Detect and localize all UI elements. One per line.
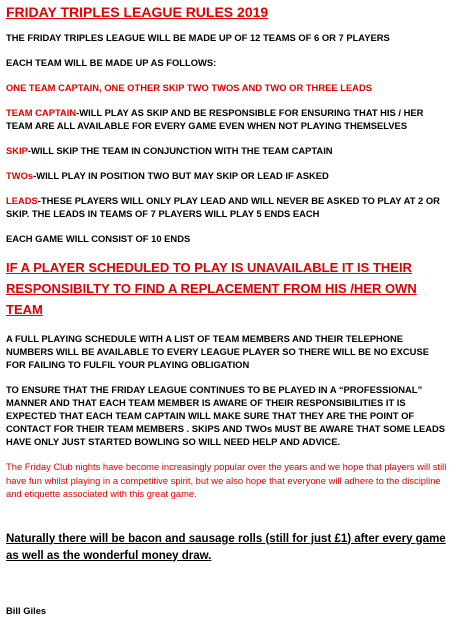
role-description: -WILL PLAY AS SKIP AND BE RESPONSIBLE FOR ENSURING THAT HIS / HER TEAM ARE ALL AVAILABLE FOR EVERY GAME EVEN WHEN NOT PLAYING THEMSELVES <box>6 107 424 131</box>
role-leads <box>6 194 451 220</box>
role-description: -WILL SKIP THE TEAM IN CONJUNCTION WITH THE TEAM CAPTAIN <box>27 145 333 156</box>
role-term: LEADS <box>6 195 38 206</box>
role-twos <box>6 169 451 182</box>
team-made-up-text: EACH TEAM WILL BE MADE UP AS FOLLOWS: <box>6 57 217 68</box>
team-composition-text: ONE TEAM CAPTAIN, ONE OTHER SKIP TWO TWOS AND TWO OR THREE LEADS <box>6 82 372 93</box>
role-team-captain <box>6 106 451 132</box>
role-term: TEAM CAPTAIN <box>6 107 77 118</box>
document-page <box>6 4 451 616</box>
game-length-text: EACH GAME WILL CONSIST OF 10 ENDS <box>6 233 191 244</box>
professional-text: TO ENSURE THAT THE FRIDAY LEAGUE CONTINUES TO BE PLAYED IN A “PROFESSIONAL” MANNER AND THAT EACH TEAM MEMBER IS AWARE OF THEIR RESPONSIBILITIES IT IS EXPECTED THAT EACH TEAM CAPTAIN WILL MAKE SURE THAT THEY ARE THE POINT OF CONTACT FOR THEIR TEAM MEMBERS . SKIPS AND TWOs MUST BE AWARE THAT SOME LEADS HAVE ONLY JUST STARTED BOWLING SO WILL NEED HELP AND ADVICE. <box>6 384 446 447</box>
role-term: TWOs <box>6 170 34 181</box>
role-description: -WILL PLAY IN POSITION TWO BUT MAY SKIP OR LEAD IF ASKED <box>33 170 329 181</box>
role-description: -THESE PLAYERS WILL ONLY PLAY LEAD AND WILL NEVER BE ASKED TO PLAY AT 2 OR SKIP. THE LEADS IN TEAMS OF 7 PLAYERS WILL PLAY 5 ENDS EACH <box>6 195 440 219</box>
role-term: SKIP <box>6 145 28 156</box>
signature: Bill Giles <box>6 604 47 616</box>
role-skip <box>6 144 451 157</box>
schedule-text: A FULL PLAYING SCHEDULE WITH A LIST OF TEAM MEMBERS AND THEIR TELEPHONE NUMBERS WILL BE AVAILABLE TO EVERY LEAGUE PLAYER SO THERE WILL BE NO EXCUSE FOR FAILING TO FULFIL YOUR PLAYING OBLIGATION <box>6 333 429 370</box>
replacement-warning: IF A PLAYER SCHEDULED TO PLAY IS UNAVAILABLE IT IS THEIR RESPONSIBILTY TO FIND A REPLACEMENT FROM HIS /HER OWN TEAM <box>6 260 417 317</box>
intro-text: THE FRIDAY TRIPLES LEAGUE WILL BE MADE UP OF 12 TEAMS OF 6 OR 7 PLAYERS <box>6 32 390 43</box>
page-title: FRIDAY TRIPLES LEAGUE RULES 2019 <box>6 4 269 20</box>
club-nights-text: The Friday Club nights have become increasingly popular over the years and we hope that players will still have fun whilst playing in a competitive spirit, but we also hope that everyone will adhere to the discipline and etiquette associated with this great game. <box>6 461 447 499</box>
closing-text: Naturally there will be bacon and sausage rolls (still for just £1) after every game as well as the wonderful money draw. <box>6 532 446 562</box>
